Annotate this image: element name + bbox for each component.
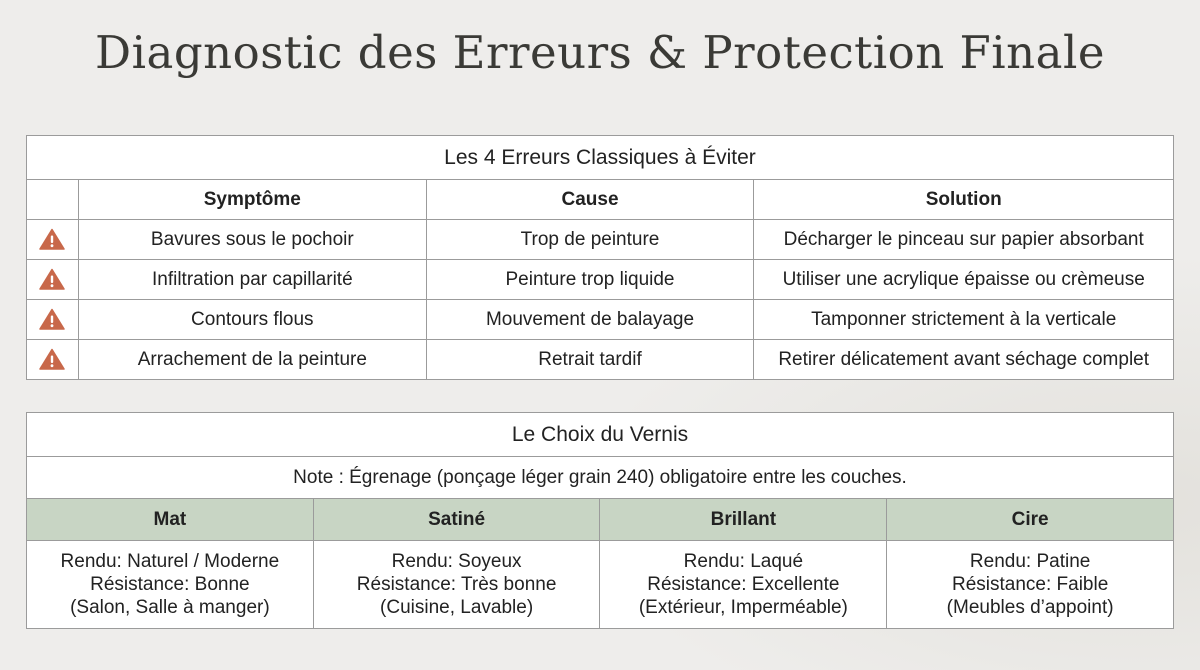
warning-icon <box>39 308 65 330</box>
symptom-cell: Bavures sous le pochoir <box>78 220 426 260</box>
cause-cell: Retrait tardif <box>426 340 754 380</box>
solution-cell: Retirer délicatement avant séchage complet <box>754 340 1174 380</box>
rendu-text: Rendu: Naturel / Moderne <box>60 551 280 572</box>
solution-cell: Tamponner strictement à la verticale <box>754 300 1174 340</box>
page-title: Diagnostic des Erreurs & Protection Finale <box>95 26 1105 79</box>
rendu-text: Rendu: Patine <box>969 551 1091 572</box>
icon-column-header <box>27 180 79 220</box>
symptom-cell: Infiltration par capillarité <box>78 260 426 300</box>
resistance-text: Résistance: Bonne <box>90 574 250 595</box>
header-cause: Cause <box>426 180 754 220</box>
warning-icon <box>39 228 65 250</box>
usage-text: (Extérieur, Imperméable) <box>638 597 848 618</box>
header-symptom: Symptôme <box>78 180 426 220</box>
solution-cell: Utiliser une acrylique épaisse ou crèmeuse <box>754 260 1174 300</box>
usage-text: (Cuisine, Lavable) <box>380 597 534 618</box>
cause-cell: Trop de peinture <box>426 220 754 260</box>
rendu-text: Rendu: Soyeux <box>391 551 522 572</box>
header-solution: Solution <box>754 180 1174 220</box>
resistance-text: Résistance: Faible <box>951 574 1109 595</box>
varnish-cell-satine <box>313 541 600 629</box>
table-row <box>27 300 1174 340</box>
table-row <box>27 340 1174 380</box>
cause-cell: Mouvement de balayage <box>426 300 754 340</box>
varnish-note: Note : Égrenage (ponçage léger grain 240) obligatoire entre les couches. <box>27 457 1174 499</box>
resistance-text: Résistance: Très bonne <box>356 574 557 595</box>
varnish-table <box>26 412 1174 629</box>
warning-icon <box>39 348 65 370</box>
symptom-cell: Arrachement de la peinture <box>78 340 426 380</box>
usage-text: (Salon, Salle à manger) <box>70 597 270 618</box>
rendu-text: Rendu: Laqué <box>683 551 804 572</box>
varnish-header-brillant: Brillant <box>600 499 887 541</box>
varnish-table-caption: Le Choix du Vernis <box>27 413 1174 457</box>
varnish-cell-mat <box>27 541 314 629</box>
varnish-cell-cire <box>887 541 1174 629</box>
errors-table <box>26 135 1174 380</box>
solution-cell: Décharger le pinceau sur papier absorbant <box>754 220 1174 260</box>
symptom-cell: Contours flous <box>78 300 426 340</box>
resistance-text: Résistance: Excellente <box>647 574 840 595</box>
warning-icon <box>39 268 65 290</box>
varnish-header-mat: Mat <box>27 499 314 541</box>
table-row <box>27 260 1174 300</box>
usage-text: (Meubles d’appoint) <box>946 597 1114 618</box>
varnish-header-satine: Satiné <box>313 499 600 541</box>
errors-table-caption: Les 4 Erreurs Classiques à Éviter <box>27 136 1174 180</box>
table-row <box>27 220 1174 260</box>
varnish-header-cire: Cire <box>887 499 1174 541</box>
varnish-cell-brillant <box>600 541 887 629</box>
cause-cell: Peinture trop liquide <box>426 260 754 300</box>
